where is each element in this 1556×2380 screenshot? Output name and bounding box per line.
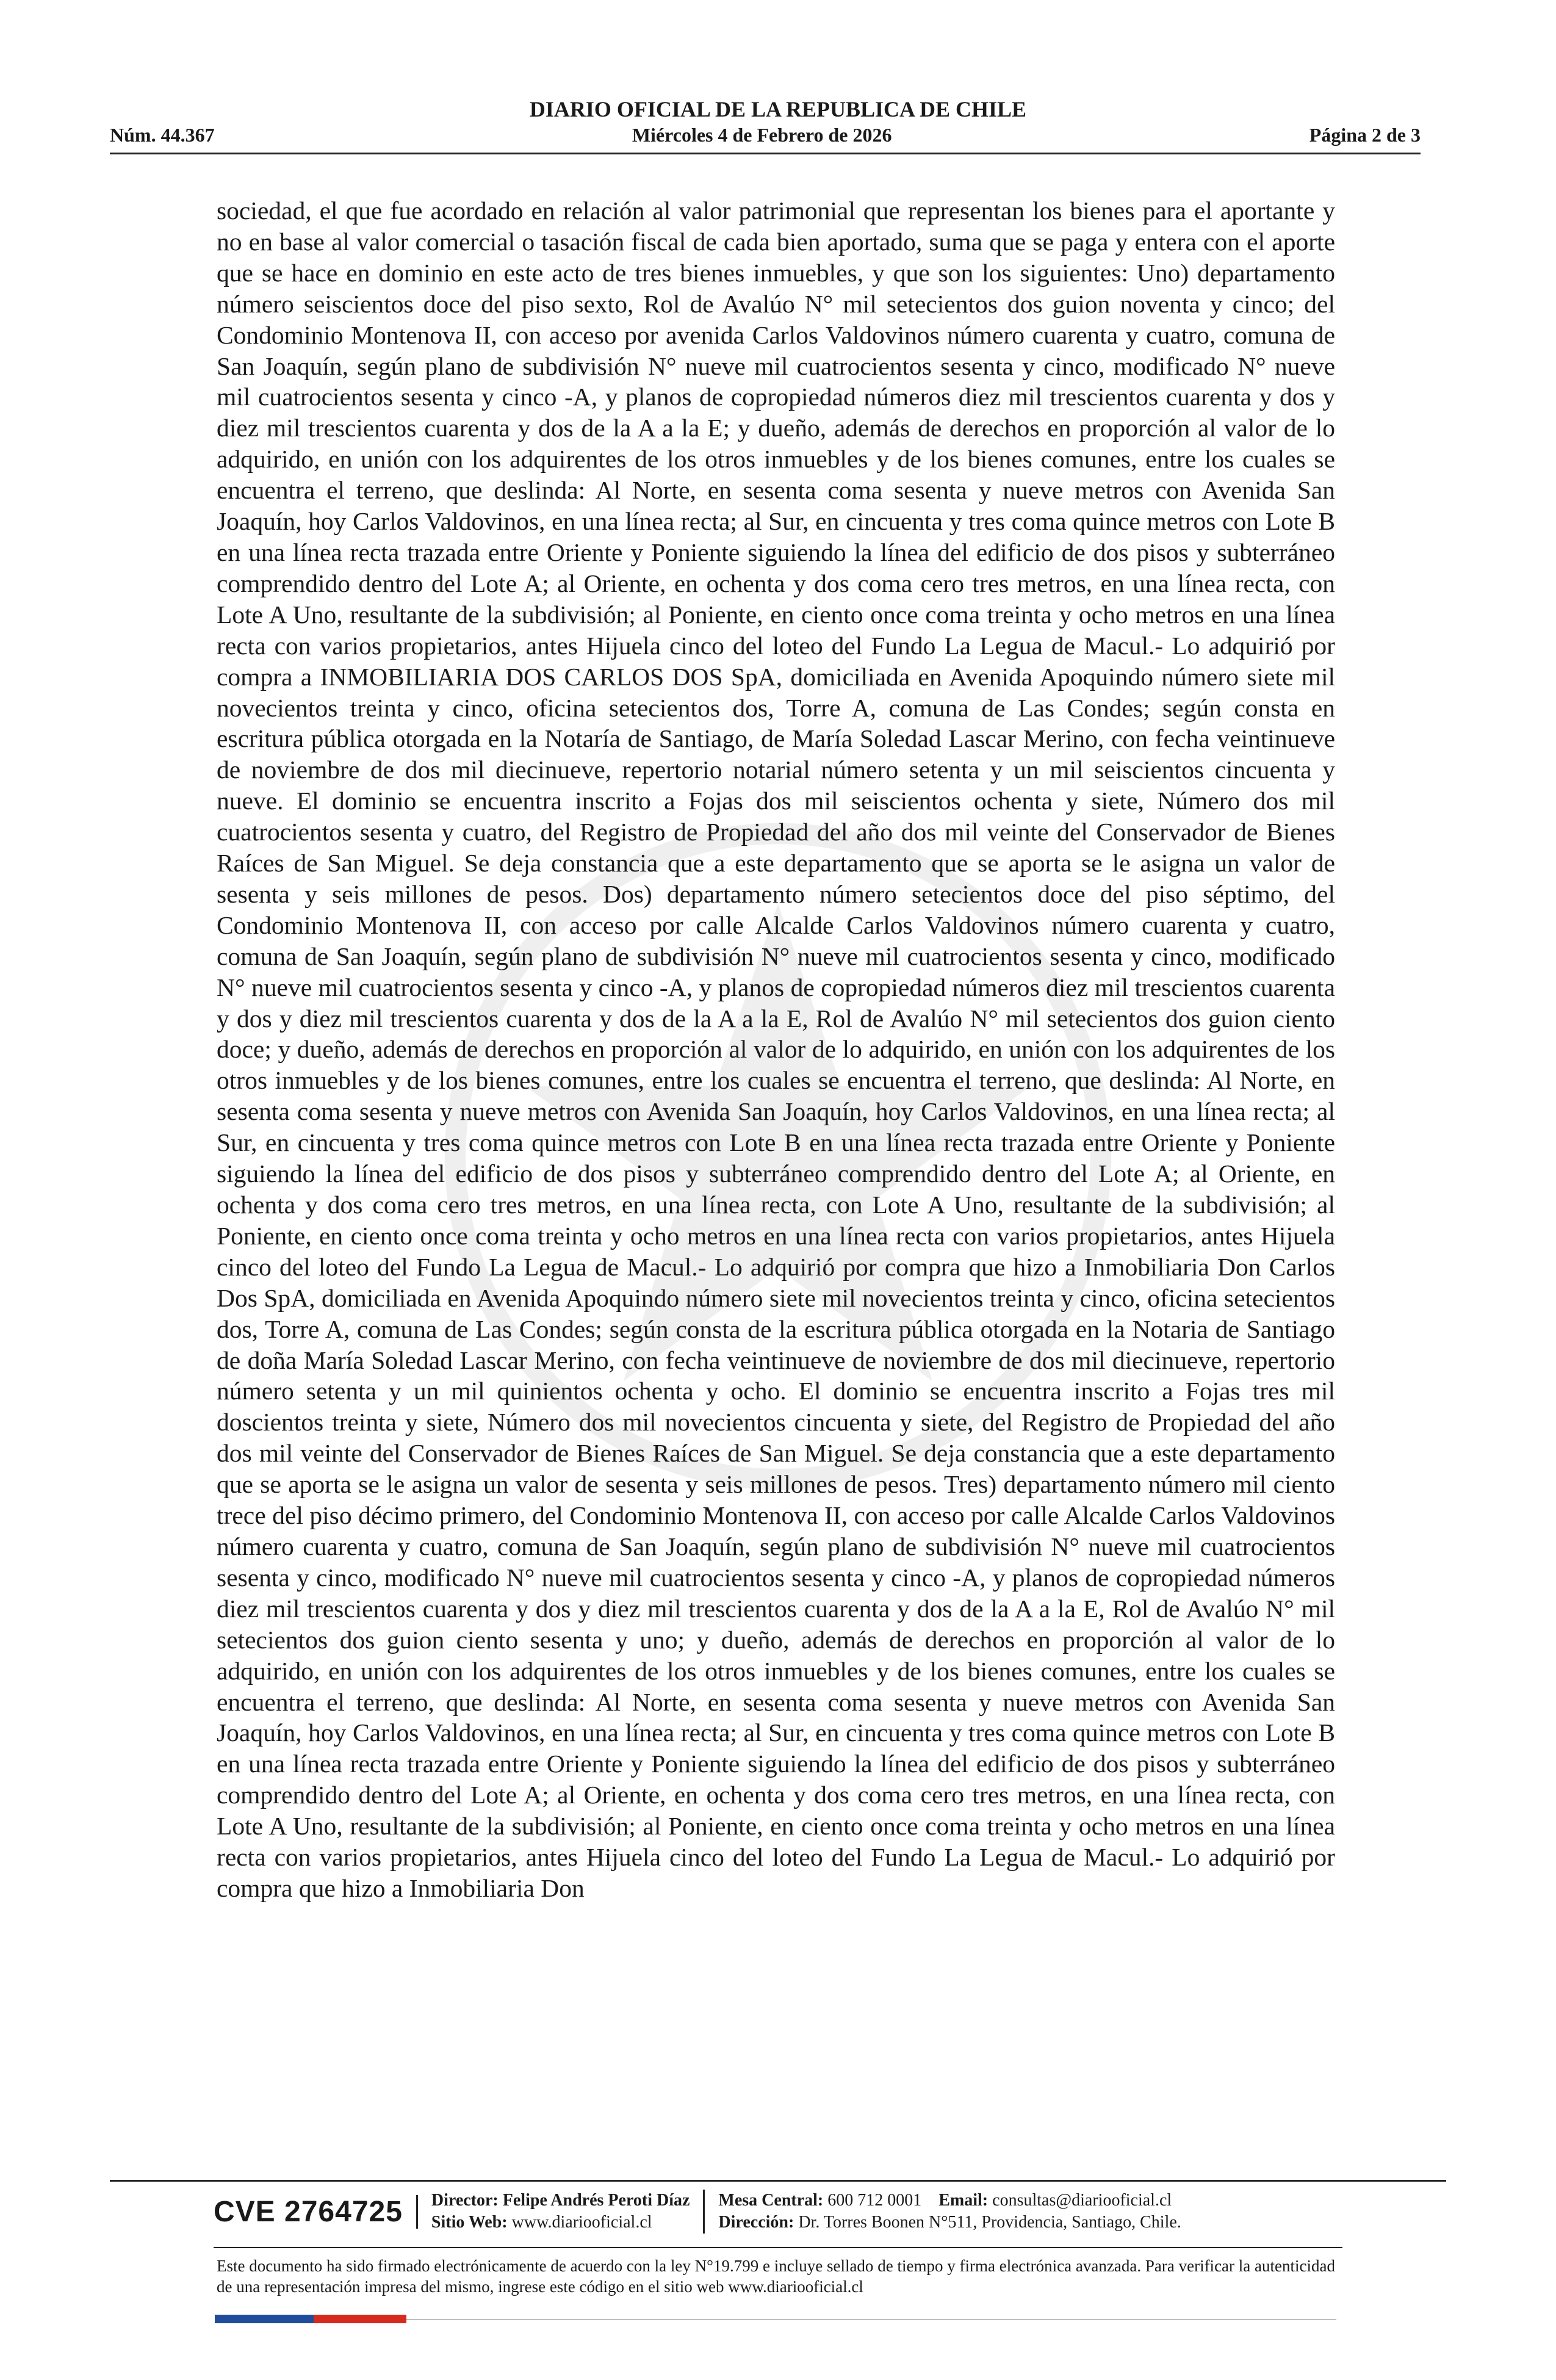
footer-divider (110, 2180, 1446, 2182)
footer-director-column (418, 2190, 704, 2234)
footer-divider-secondary (214, 2247, 1342, 2248)
website-link[interactable]: www.diariooficial.cl (511, 2213, 652, 2232)
website-line (431, 2212, 690, 2234)
email-link[interactable]: consultas@diariooficial.cl (992, 2191, 1172, 2210)
footer-info (214, 2190, 1342, 2234)
email-label: Email: (938, 2191, 989, 2210)
page-indicator: Página 2 de 3 (1309, 124, 1421, 146)
document-body: sociedad, el que fue acordado en relación al valor patrimonial que representan los bienes para el aportante y no en base al valor comercial o tasación fiscal de cada bien aportado, suma que se paga y entera con el aporte que se hace en dominio en este acto de tres bienes inmuebles, y que son los siguientes: Uno) departamento número seiscientos doce del piso sexto, Rol de Avalúo N° mil setecientos dos guion noventa y cinco; del Condominio Montenova II, con acceso por avenida Carlos Valdovinos número cuarenta y cuatro, comuna de San Joaquín, según plano de subdivisión N° nueve mil cuatrocientos sesenta y cinco, modificado N° nueve mil cuatrocientos sesenta y cinco -A, y planos de copropiedad números diez mil trescientos cuarenta y dos y diez mil trescientos cuarenta y dos de la A a la E; y dueño, además de derechos en proporción al valor de lo adquirido, en unión con los adquirentes de los otros inmuebles y de los bienes comunes, entre los cuales se encuentra el terreno, que deslinda: Al Norte, en sesenta coma sesenta y nueve metros con Avenida San Joaquín, hoy Carlos Valdovinos, en una línea recta; al Sur, en cincuenta y tres coma quince metros con Lote B en una línea recta trazada entre Oriente y Poniente siguiendo la línea del edificio de dos pisos y subterráneo comprendido dentro del Lote A; al Oriente, en ochenta y dos coma cero tres metros, en una línea recta, con Lote A Uno, resultante de la subdivisión; al Poniente, en ciento once coma treinta y ocho metros en una línea recta con varios propietarios, antes Hijuela cinco del loteo del Fundo La Legua de Macul.- Lo adquirió por compra a INMOBILIARIA DOS CARLOS DOS SpA, domiciliada en Avenida Apoquindo número siete mil novecientos treinta y cinco, oficina setecientos dos, Torre A, comuna de Las Condes; según consta en escritura pública otorgada en la Notaría de Santiago, de María Soledad Lascar Merino, con fecha veintinueve de noviembre de dos mil diecinueve, repertorio notarial número setenta y un mil seiscientos cincuenta y nueve. El dominio se encuentra inscrito a Fojas dos mil seiscientos ochenta y siete, Número dos mil cuatrocientos sesenta y cuatro, del Registro de Propiedad del año dos mil veinte del Conservador de Bienes Raíces de San Miguel. Se deja constancia que a este departamento que se aporta se le asigna un valor de sesenta y seis millones de pesos. Dos) departamento número setecientos doce del piso séptimo, del Condominio Montenova II, con acceso por calle Alcalde Carlos Valdovinos número cuarenta y cuatro, comuna de San Joaquín, según plano de subdivisión N° nueve mil cuatrocientos sesenta y cinco, modificado N° nueve mil cuatrocientos sesenta y cinco -A, y planos de copropiedad números diez mil trescientos cuarenta y dos y diez mil trescientos cuarenta y dos de la A a la E, Rol de Avalúo N° mil setecientos dos guion ciento doce; y dueño, además de derechos en proporción al valor de lo adquirido, en unión con los adquirentes de los otros inmuebles y de los bienes comunes, entre los cuales se encuentra el terreno, que deslinda: Al Norte, en sesenta coma sesenta y nueve metros con Avenida San Joaquín, hoy Carlos Valdovinos, en una línea recta; al Sur, en cincuenta y tres coma quince metros con Lote B en una línea recta trazada entre Oriente y Poniente siguiendo la línea del edificio de dos pisos y subterráneo comprendido dentro del Lote A; al Oriente, en ochenta y dos coma cero tres metros, en una línea recta, con Lote A Uno, resultante de la subdivisión; al Poniente, en ciento once coma treinta y ocho metros en una línea recta con varios propietarios, antes Hijuela cinco del loteo del Fundo La Legua de Macul.- Lo adquirió por compra que hizo a Inmobiliaria Don Carlos Dos SpA, domiciliada en Avenida Apoquindo número siete mil novecientos treinta y cinco, oficina setecientos dos, Torre A, comuna de Las Condes; según consta de la escritura pública otorgada en la Notaria de Santiago de doña María Soledad Lascar Merino, con fecha veintinueve de noviembre de dos mil diecinueve, repertorio número setenta y un mil quinientos ochenta y ocho. El dominio se encuentra inscrito a Fojas tres mil doscientos treinta y siete, Número dos mil novecientos cincuenta y siete, del Registro de Propiedad del año dos mil veinte del Conservador de Bienes Raíces de San Miguel. Se deja constancia que a este departamento que se aporta se le asigna un valor de sesenta y seis millones de pesos. Tres) departamento número mil ciento trece del piso décimo primero, del Condominio Montenova II, con acceso por calle Alcalde Carlos Valdovinos número cuarenta y cuatro, comuna de San Joaquín, según plano de subdivisión N° nueve mil cuatrocientos sesenta y cinco, modificado N° nueve mil cuatrocientos sesenta y cinco -A, y planos de copropiedad números diez mil trescientos cuarenta y dos y diez mil trescientos cuarenta y dos de la A a la E, Rol de Avalúo N° mil setecientos dos guion ciento sesenta y uno; y dueño, además de derechos en proporción al valor de lo adquirido, en unión con los adquirentes de los otros inmuebles y de los bienes comunes, entre los cuales se encuentra el terreno, que deslinda: Al Norte, en sesenta coma sesenta y nueve metros con Avenida San Joaquín, hoy Carlos Valdovinos, en una línea recta; al Sur, en cincuenta y tres coma quince metros con Lote B en una línea recta trazada entre Oriente y Poniente siguiendo la línea del edificio de dos pisos y subterráneo comprendido dentro del Lote A; al Oriente, en ochenta y dos coma cero tres metros, en una línea recta, con Lote A Uno, resultante de la subdivisión; al Poniente, en ciento once coma treinta y ocho metros en una línea recta con varios propietarios, antes Hijuela cinco del loteo del Fundo La Legua de Macul.- Lo adquirió por compra que hizo a Inmobiliaria Don (217, 197, 1335, 1902)
address-line (718, 2212, 1181, 2234)
phone-label: Mesa Central: (718, 2191, 824, 2210)
director-name: Felipe Andrés Peroti Díaz (502, 2191, 690, 2210)
flag-rule (406, 2319, 1336, 2320)
flag-stripe (215, 2315, 406, 2323)
contact-line (718, 2190, 1181, 2212)
director-line (431, 2190, 690, 2212)
header-divider (110, 153, 1421, 154)
flag-stripe-red (314, 2315, 406, 2323)
issue-date: Miércoles 4 de Febrero de 2026 (632, 124, 892, 146)
website-label: Sitio Web: (431, 2213, 508, 2232)
director-label: Director: (431, 2191, 499, 2210)
legal-note: Este documento ha sido firmado electrónicamente de acuerdo con la ley N°19.799 e incluye sellado de tiempo y firma electrónica avanzada. Para verificar la autenticidad de una representación impresa del mismo, ingrese este código en el sitio web www.diariooficial.cl (217, 2257, 1335, 2296)
address-label: Dirección: (718, 2213, 794, 2232)
address-value: Dr. Torres Boonen N°511, Providencia, Santiago, Chile. (798, 2213, 1181, 2232)
issue-number: Núm. 44.367 (110, 124, 215, 146)
header-row (110, 123, 1421, 146)
flag-stripe-blue (215, 2315, 314, 2323)
newspaper-title: DIARIO OFICIAL DE LA REPUBLICA DE CHILE (529, 97, 1027, 121)
footer-contact-column (703, 2190, 1194, 2234)
cve-code: CVE 2764725 (214, 2195, 418, 2229)
phone-number: 600 712 0001 (827, 2191, 922, 2210)
